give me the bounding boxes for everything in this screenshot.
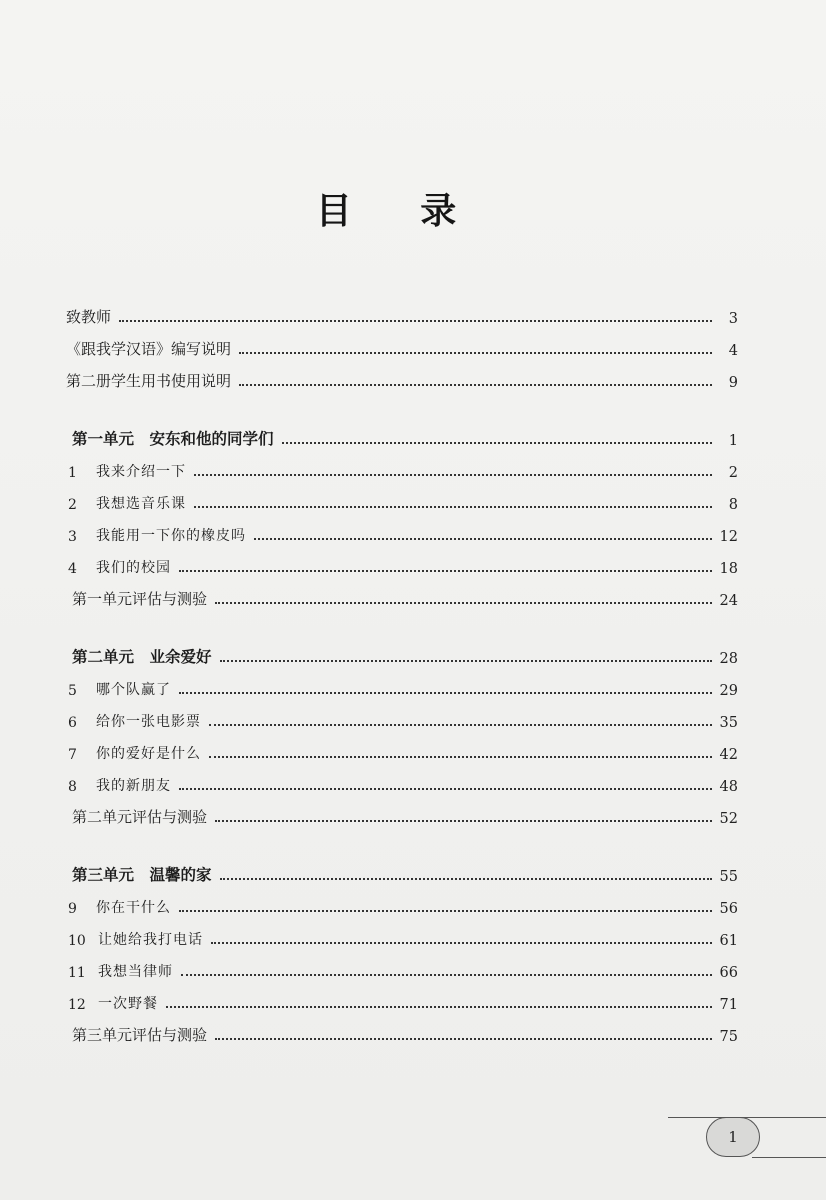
toc-lesson-entry: [68, 457, 738, 481]
dot-leader: [239, 383, 712, 386]
toc-entry: [72, 1021, 738, 1045]
entry-page-number: 24: [719, 593, 738, 609]
entry-page-number: 71: [719, 997, 738, 1013]
entry-page-number: 29: [719, 683, 738, 699]
entry-title: 第三单元评估与测验: [72, 1026, 208, 1044]
entry-title: 第二册学生用书使用说明: [66, 372, 232, 390]
entry-page-number: 55: [719, 869, 738, 885]
page-title: 目 录: [315, 190, 485, 232]
entry-title: 第二单元 业余爱好: [72, 648, 212, 666]
entry-title: 第一单元评估与测验: [72, 590, 208, 608]
entry-title: 我想选音乐课: [96, 496, 186, 512]
toc-unit-heading: [72, 425, 738, 449]
entry-title: 你在干什么: [96, 900, 171, 916]
entry-page-number: 2: [728, 465, 738, 481]
entry-page-number: 9: [728, 375, 738, 391]
entry-title: 我们的校园: [96, 560, 171, 576]
entry-title: 给你一张电影票: [96, 714, 201, 730]
dot-leader: [220, 659, 712, 662]
toc-lesson-entry: [68, 489, 738, 513]
dot-leader: [179, 691, 712, 694]
dot-leader: [194, 473, 712, 476]
toc-lesson-entry: [68, 553, 738, 577]
entry-page-number: 56: [719, 901, 738, 917]
lesson-number: 7: [68, 747, 77, 763]
entry-title: 第一单元 安东和他的同学们: [72, 430, 274, 448]
toc-entry: [66, 335, 738, 359]
entry-page-number: 18: [719, 561, 738, 577]
entry-title: 一次野餐: [98, 996, 158, 1012]
toc-lesson-entry: [68, 521, 738, 545]
lesson-number: 2: [68, 497, 77, 513]
toc-lesson-entry: [68, 989, 738, 1013]
toc-lesson-entry: [68, 771, 738, 795]
dot-leader: [209, 755, 712, 758]
dot-leader: [181, 973, 712, 976]
lesson-number: 5: [68, 683, 77, 699]
lesson-number: 12: [68, 997, 86, 1013]
lesson-number: 8: [68, 779, 77, 795]
dot-leader: [215, 1037, 712, 1040]
lesson-number: 11: [68, 965, 86, 981]
entry-page-number: 48: [719, 779, 738, 795]
toc-lesson-entry: [68, 893, 738, 917]
dot-leader: [215, 601, 712, 604]
dot-leader: [220, 877, 712, 880]
dot-leader: [239, 351, 712, 354]
dot-leader: [215, 819, 712, 822]
entry-page-number: 35: [719, 715, 738, 731]
entry-title: 《跟我学汉语》编写说明: [66, 340, 232, 358]
entry-page-number: 52: [719, 811, 738, 827]
dot-leader: [119, 319, 712, 322]
entry-page-number: 66: [719, 965, 738, 981]
toc-lesson-entry: [68, 925, 738, 949]
entry-title: 我的新朋友: [96, 778, 171, 794]
toc-lesson-entry: [68, 957, 738, 981]
toc-lesson-entry: [68, 675, 738, 699]
lesson-number: 10: [68, 933, 86, 949]
entry-title: 我能用一下你的橡皮吗: [96, 528, 246, 544]
entry-title: 我想当律师: [98, 964, 173, 980]
toc-lesson-entry: [68, 739, 738, 763]
entry-title: 让她给我打电话: [98, 932, 203, 948]
corner-rule-bottom: [752, 1157, 826, 1158]
lesson-number: 3: [68, 529, 77, 545]
dot-leader: [254, 537, 712, 540]
lesson-number: 6: [68, 715, 77, 731]
dot-leader: [282, 441, 712, 444]
entry-page-number: 12: [719, 529, 738, 545]
toc-unit-heading: [72, 643, 738, 667]
dot-leader: [179, 909, 712, 912]
lesson-number: 1: [68, 465, 77, 481]
toc-entry: [66, 367, 738, 391]
entry-title: 我来介绍一下: [96, 464, 186, 480]
entry-title: 致教师: [66, 308, 112, 326]
entry-page-number: 1: [728, 433, 738, 449]
toc-entry: [72, 585, 738, 609]
dot-leader: [179, 569, 712, 572]
dot-leader: [209, 723, 712, 726]
dot-leader: [179, 787, 712, 790]
entry-page-number: 28: [719, 651, 738, 667]
entry-page-number: 4: [728, 343, 738, 359]
dot-leader: [194, 505, 712, 508]
lesson-number: 4: [68, 561, 77, 577]
dot-leader: [211, 941, 712, 944]
entry-title: 第三单元 温馨的家: [72, 866, 212, 884]
entry-page-number: 3: [728, 311, 738, 327]
toc-entry: [72, 803, 738, 827]
page-number-badge: 1: [706, 1117, 760, 1157]
toc-lesson-entry: [68, 707, 738, 731]
entry-page-number: 8: [728, 497, 738, 513]
toc-entry: [66, 303, 738, 327]
entry-page-number: 42: [719, 747, 738, 763]
toc-unit-heading: [72, 861, 738, 885]
lesson-number: 9: [68, 901, 77, 917]
entry-title: 第二单元评估与测验: [72, 808, 208, 826]
dot-leader: [166, 1005, 712, 1008]
entry-page-number: 61: [719, 933, 738, 949]
entry-title: 你的爱好是什么: [96, 746, 201, 762]
entry-page-number: 75: [719, 1029, 738, 1045]
entry-title: 哪个队赢了: [96, 682, 171, 698]
